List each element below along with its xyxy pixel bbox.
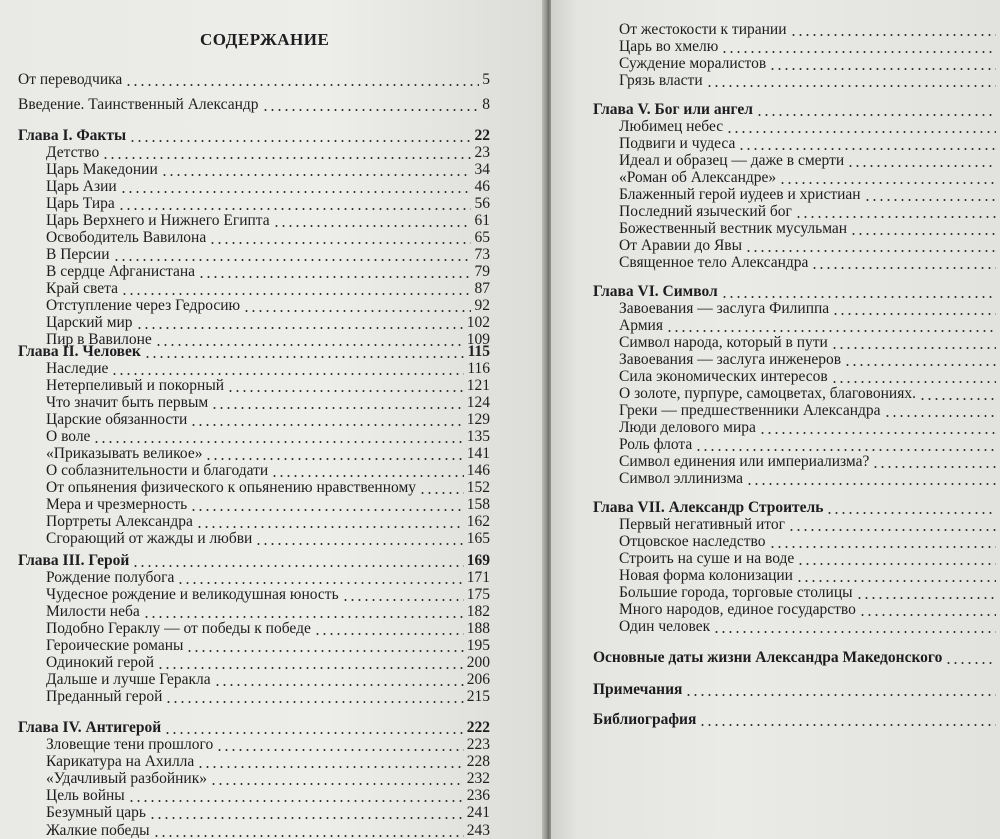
toc-entry-title: Божественный вестник мусульман bbox=[619, 220, 848, 237]
toc-entry-title: Глава V. Бог или ангел bbox=[593, 101, 753, 118]
toc-entry-title: Глава VI. Символ bbox=[593, 283, 718, 300]
toc-entry-title: Жалкие победы bbox=[46, 822, 150, 839]
toc-entry-title: Символ единения или империализма? bbox=[619, 453, 870, 470]
toc-entry-title: Карикатура на Ахилла bbox=[46, 753, 195, 770]
toc-entry-title: Последний языческий бог bbox=[619, 203, 792, 220]
toc-entry-title: Суждение моралистов bbox=[619, 55, 767, 72]
toc-entry-page: 206 bbox=[466, 671, 490, 688]
toc-entry-page: 188 bbox=[466, 620, 490, 637]
toc-entry-page: 228 bbox=[466, 753, 490, 770]
toc-entry-page: 158 bbox=[466, 496, 490, 513]
leader-dots bbox=[419, 492, 464, 494]
toc-entry-title: Царь Тира bbox=[46, 195, 115, 212]
toc-entry-page: 182 bbox=[466, 603, 490, 620]
toc-entry-page: 241 bbox=[466, 804, 490, 821]
leader-dots bbox=[132, 565, 464, 567]
toc-entry-title: От жестокости к тирании bbox=[619, 21, 787, 38]
toc-entry-title: Глава I. Факты bbox=[18, 127, 127, 144]
toc-entry-page: 56 bbox=[474, 195, 490, 212]
toc-subsection-entry bbox=[46, 687, 490, 707]
toc-subsection-entry bbox=[46, 821, 490, 839]
toc-entry-title: Любимец небес bbox=[619, 118, 724, 135]
toc-entry-title: Примечания bbox=[593, 681, 683, 698]
toc-entry-title: Завоевания — заслуга Филиппа bbox=[619, 300, 830, 317]
leader-dots bbox=[161, 174, 471, 176]
toc-entry-page: 129 bbox=[466, 411, 490, 428]
leader-dots bbox=[872, 466, 996, 468]
leader-dots bbox=[186, 650, 464, 652]
toc-entry-page: 23 bbox=[474, 144, 490, 161]
leader-dots bbox=[726, 131, 996, 133]
toc-entry-title: Греки — предшественники Александра bbox=[619, 402, 881, 419]
toc-entry-page: 200 bbox=[466, 654, 490, 671]
leader-dots bbox=[314, 633, 464, 635]
leader-dots bbox=[864, 199, 996, 201]
leader-dots bbox=[795, 216, 996, 218]
toc-entry-page: 124 bbox=[466, 394, 490, 411]
toc-entry-title: Символ эллинизма bbox=[619, 470, 744, 487]
toc-entry-title: Освободитель Вавилона bbox=[46, 229, 207, 246]
toc-entry-title: Глава VII. Александр Строитель bbox=[593, 499, 824, 516]
toc-entry-title: Дальше и лучше Геракла bbox=[46, 671, 211, 688]
toc-entry-page: 92 bbox=[474, 297, 490, 314]
leader-dots bbox=[129, 140, 471, 142]
toc-entry-title: Отцовское наследство bbox=[619, 533, 766, 550]
leader-dots bbox=[790, 34, 996, 36]
toc-entry-page: 215 bbox=[466, 688, 490, 705]
leader-dots bbox=[205, 458, 464, 460]
toc-entry-title: Царь Азии bbox=[46, 178, 117, 195]
toc-entry-page: 34 bbox=[474, 161, 490, 178]
toc-entry-page: 73 bbox=[474, 246, 490, 263]
right-page bbox=[551, 0, 1000, 839]
leader-dots bbox=[721, 296, 996, 298]
toc-entry-title: О воле bbox=[46, 428, 91, 445]
leader-dots bbox=[945, 662, 996, 664]
leader-dots bbox=[769, 546, 996, 548]
toc-entry-title: Безумный царь bbox=[46, 804, 146, 821]
leader-dots bbox=[216, 749, 464, 751]
leader-dots bbox=[144, 356, 465, 358]
toc-entry-title: «Роман об Александре» bbox=[619, 169, 777, 186]
toc-entry-page: 61 bbox=[474, 212, 490, 229]
toc-entry-title: От опьянения физического к опьянению нравственному bbox=[46, 479, 417, 496]
toc-entry-title: О соблазнительности и благодати bbox=[46, 462, 269, 479]
toc-entry-page: 5 bbox=[482, 71, 490, 88]
leader-dots bbox=[826, 512, 996, 514]
leader-dots bbox=[788, 529, 996, 531]
leader-dots bbox=[884, 415, 996, 417]
toc-subsection-entry bbox=[619, 71, 996, 91]
leader-dots bbox=[128, 800, 464, 802]
leader-dots bbox=[769, 68, 996, 70]
toc-entry-title: Священное тело Александра bbox=[619, 254, 809, 271]
leader-dots bbox=[243, 310, 471, 312]
toc-entry-page: 65 bbox=[474, 229, 490, 246]
toc-entry-title: Сила экономических интересов bbox=[619, 368, 828, 385]
toc-entry-title: Много народов, единое государство bbox=[619, 601, 856, 618]
toc-entry-title: Блаженный герой иудеев и христиан bbox=[619, 186, 861, 203]
toc-entry-title: Подвиги и чудеса bbox=[619, 135, 736, 152]
leader-dots bbox=[121, 293, 471, 295]
toc-entry-title: Героические романы bbox=[46, 637, 184, 654]
toc-entry-title: Одинокий герой bbox=[46, 654, 155, 671]
leader-dots bbox=[255, 543, 464, 545]
toc-entry-title: Милости неба bbox=[46, 603, 140, 620]
toc-entry-title: Символ народа, который в пути bbox=[619, 334, 828, 351]
toc-section-entry bbox=[18, 70, 490, 90]
toc-entry-title: Основные даты жизни Александра Македонского bbox=[593, 649, 943, 666]
toc-entry-page: 8 bbox=[482, 96, 490, 113]
toc-entry-title: Большие города, торговые столицы bbox=[619, 584, 853, 601]
toc-subsection-entry bbox=[46, 529, 490, 549]
leader-dots bbox=[342, 599, 464, 601]
leader-dots bbox=[165, 701, 464, 703]
leader-dots bbox=[844, 364, 996, 366]
toc-section-entry bbox=[593, 680, 996, 700]
toc-entry-title: Детство bbox=[46, 144, 100, 161]
toc-entry-title: Портреты Александра bbox=[46, 513, 193, 530]
leader-dots bbox=[157, 667, 464, 669]
toc-entry-page: 135 bbox=[466, 428, 490, 445]
toc-entry-title: Библиография bbox=[593, 711, 697, 728]
toc-subsection-entry bbox=[619, 469, 996, 489]
leader-dots bbox=[120, 191, 471, 193]
toc-entry-page: 223 bbox=[466, 736, 490, 753]
leader-dots bbox=[797, 563, 996, 565]
toc-entry-title: Завоевания — заслуга инженеров bbox=[619, 351, 842, 368]
toc-entry-title: Новая форма колонизации bbox=[619, 567, 793, 584]
leader-dots bbox=[745, 250, 996, 252]
toc-entry-title: Строить на суше и на воде bbox=[619, 550, 795, 567]
toc-entry-title: Мера и чрезмерность bbox=[46, 496, 188, 513]
toc-entry-title: «Удачливый разбойник» bbox=[46, 770, 207, 787]
toc-entry-title: Царь во хмелю bbox=[619, 38, 719, 55]
toc-subsection-entry bbox=[619, 617, 996, 637]
toc-entry-title: Идеал и образец — даже в смерти bbox=[619, 152, 845, 169]
leader-dots bbox=[847, 165, 996, 167]
toc-entry-page: 243 bbox=[466, 822, 490, 839]
toc-entry-title: Глава II. Человек bbox=[18, 343, 141, 360]
toc-entry-page: 116 bbox=[467, 360, 490, 377]
leader-dots bbox=[227, 390, 464, 392]
toc-entry-title: Подобно Гераклу — от победы к победе bbox=[46, 620, 311, 637]
leader-dots bbox=[695, 449, 996, 451]
toc-entry-page: 222 bbox=[466, 719, 490, 736]
toc-entry-title: Рождение полубога bbox=[46, 569, 175, 586]
toc-entry-title: Преданный герой bbox=[46, 688, 163, 705]
toc-entry-title: В сердце Афганистана bbox=[46, 263, 196, 280]
leader-dots bbox=[111, 373, 464, 375]
leader-dots bbox=[685, 694, 996, 696]
leader-dots bbox=[149, 817, 464, 819]
leader-dots bbox=[214, 684, 464, 686]
toc-entry-title: От Аравии до Явы bbox=[619, 237, 743, 254]
toc-entry-page: 162 bbox=[466, 513, 490, 530]
toc-entry-page: 175 bbox=[466, 586, 490, 603]
leader-dots bbox=[832, 313, 996, 315]
leader-dots bbox=[738, 148, 996, 150]
toc-entry-page: 87 bbox=[474, 280, 490, 297]
leader-dots bbox=[143, 616, 464, 618]
toc-entry-title: Царь Македонии bbox=[46, 161, 158, 178]
toc-entry-page: 169 bbox=[466, 552, 490, 569]
leader-dots bbox=[164, 732, 464, 734]
leader-dots bbox=[713, 631, 996, 633]
leader-dots bbox=[197, 766, 464, 768]
leader-dots bbox=[113, 259, 471, 261]
leader-dots bbox=[850, 233, 996, 235]
toc-entry-title: Глава IV. Антигерой bbox=[18, 719, 162, 736]
toc-entry-page: 22 bbox=[474, 127, 490, 144]
leader-dots bbox=[211, 407, 464, 409]
leader-dots bbox=[262, 109, 479, 111]
toc-entry-title: Пир в Вавилоне bbox=[46, 331, 152, 348]
leader-dots bbox=[102, 157, 471, 159]
toc-entry-title: Царские обязанности bbox=[46, 411, 188, 428]
toc-section-entry bbox=[593, 710, 996, 730]
toc-entry-page: 236 bbox=[466, 787, 490, 804]
toc-entry-page: 141 bbox=[466, 445, 490, 462]
toc-entry-title: От переводчика bbox=[18, 71, 123, 88]
toc-subsection-entry bbox=[46, 803, 490, 823]
leader-dots bbox=[136, 327, 464, 329]
leader-dots bbox=[93, 441, 464, 443]
toc-entry-title: Край света bbox=[46, 280, 118, 297]
toc-entry-title: Первый негативный итог bbox=[619, 516, 785, 533]
leader-dots bbox=[210, 783, 464, 785]
toc-entry-page: 146 bbox=[466, 462, 490, 479]
toc-entry-title: Что значит быть первым bbox=[46, 394, 209, 411]
leader-dots bbox=[831, 347, 996, 349]
leader-dots bbox=[209, 242, 471, 244]
toc-entry-title: О золоте, пурпуре, самоцветах, благовониях. bbox=[619, 385, 916, 402]
toc-entry-title: Грязь власти bbox=[619, 72, 703, 89]
toc-entry-title: Люди делового мира bbox=[619, 419, 756, 436]
toc-entry-title: Сгорающий от жажды и любви bbox=[46, 530, 253, 547]
toc-entry-page: 165 bbox=[466, 530, 490, 547]
leader-dots bbox=[746, 483, 996, 485]
toc-entry-page: 79 bbox=[474, 263, 490, 280]
toc-entry-title: Царь Верхнего и Нижнего Египта bbox=[46, 212, 270, 229]
toc-entry-page: 121 bbox=[466, 377, 490, 394]
leader-dots bbox=[273, 225, 471, 227]
toc-entry-title: В Персии bbox=[46, 246, 110, 263]
toc-entry-page: 232 bbox=[466, 770, 490, 787]
toc-entry-page: 115 bbox=[467, 343, 490, 360]
leader-dots bbox=[796, 580, 996, 582]
toc-entry-page: 195 bbox=[466, 637, 490, 654]
leader-dots bbox=[756, 114, 996, 116]
toc-entry-page: 171 bbox=[466, 569, 490, 586]
leader-dots bbox=[666, 330, 996, 332]
contents-title: СОДЕРЖАНИЕ bbox=[200, 30, 330, 49]
toc-entry-title: Чудесное рождение и великодушная юность bbox=[46, 586, 339, 603]
leader-dots bbox=[190, 509, 464, 511]
toc-entry-title: Отступление через Гедросию bbox=[46, 297, 241, 314]
leader-dots bbox=[198, 276, 471, 278]
leader-dots bbox=[699, 724, 996, 726]
leader-dots bbox=[759, 432, 996, 434]
leader-dots bbox=[779, 182, 996, 184]
toc-entry-title: Один человек bbox=[619, 618, 711, 635]
toc-entry-title: Введение. Таинственный Александр bbox=[18, 96, 259, 113]
leader-dots bbox=[118, 208, 471, 210]
leader-dots bbox=[721, 51, 996, 53]
toc-entry-title: Нетерпеливый и покорный bbox=[46, 377, 225, 394]
toc-section-entry bbox=[593, 648, 996, 668]
toc-entry-page: 109 bbox=[466, 331, 490, 348]
toc-section-entry bbox=[18, 95, 490, 115]
leader-dots bbox=[919, 398, 996, 400]
leader-dots bbox=[125, 84, 479, 86]
leader-dots bbox=[856, 597, 996, 599]
leader-dots bbox=[190, 424, 464, 426]
leader-dots bbox=[196, 526, 464, 528]
toc-entry-title: Царский мир bbox=[46, 314, 133, 331]
leader-dots bbox=[271, 475, 464, 477]
leader-dots bbox=[859, 614, 996, 616]
toc-subsection-entry bbox=[619, 253, 996, 273]
leader-dots bbox=[831, 381, 996, 383]
leader-dots bbox=[811, 267, 996, 269]
toc-entry-page: 152 bbox=[466, 479, 490, 496]
leader-dots bbox=[706, 85, 996, 87]
toc-entry-title: Зловещие тени прошлого bbox=[46, 736, 214, 753]
toc-entry-title: Глава III. Герой bbox=[18, 552, 130, 569]
toc-entry-page: 46 bbox=[474, 178, 490, 195]
leader-dots bbox=[153, 835, 464, 837]
toc-entry-title: Армия bbox=[619, 317, 663, 334]
toc-entry-title: Цель войны bbox=[46, 787, 125, 804]
toc-entry-title: «Приказывать великое» bbox=[46, 445, 203, 462]
leader-dots bbox=[177, 582, 464, 584]
toc-entry-page: 102 bbox=[466, 314, 490, 331]
toc-entry-title: Роль флота bbox=[619, 436, 693, 453]
toc-entry-title: Наследие bbox=[46, 360, 109, 377]
